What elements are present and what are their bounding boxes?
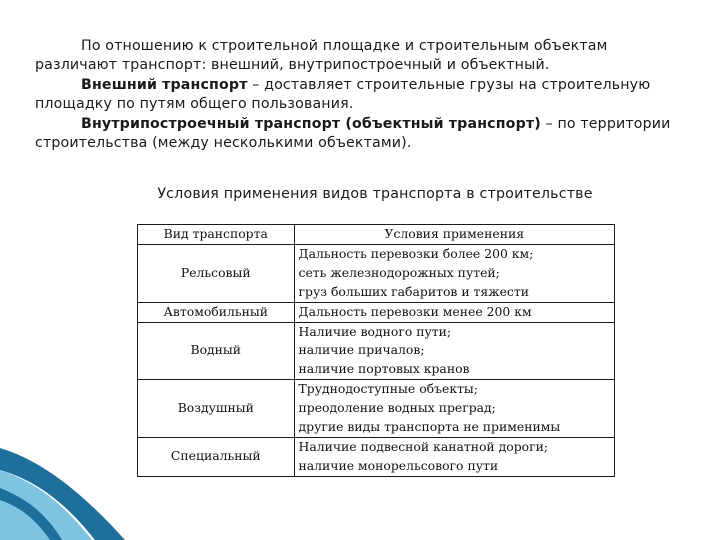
transport-type-cell: Автомобильный [138, 302, 295, 322]
conditions-cell [294, 380, 614, 438]
intro-paragraph-2 [35, 76, 675, 115]
condition-line: Дальность перевозки более 200 км; [298, 245, 534, 261]
table-row [138, 244, 615, 302]
table-header-row [138, 225, 615, 245]
transport-type-cell: Рельсовый [138, 244, 295, 302]
condition-line: Наличие водного пути; [298, 323, 452, 339]
intro-text [35, 37, 675, 153]
condition-line: сеть железнодорожных путей; [298, 264, 500, 280]
condition-line: Дальность перевозки менее 200 км [298, 303, 532, 319]
condition-line: наличие причалов; [298, 342, 425, 358]
decorative-swoosh [0, 440, 125, 540]
table-caption: Условия применения видов транспорта в строительстве [157, 186, 593, 202]
table-row [138, 380, 615, 438]
onsite-transport-definition: – по территории строительства (между несколькими объектами). [35, 115, 671, 152]
intro-paragraph-1: По отношению к строительной площадке и строительным объектам различают транспорт: внешний, внутрипостроечный и объектный. [35, 38, 608, 74]
column-header-conditions: Условия применения [294, 225, 614, 245]
transport-conditions-table [137, 224, 615, 477]
condition-line: другие виды транспорта не применимы [298, 419, 561, 435]
table-row [138, 302, 615, 322]
table-row [138, 437, 615, 476]
term-external-transport: Внешний транспорт [81, 76, 248, 93]
external-transport-definition: – доставляет строительные грузы на строительную площадку по путям общего пользования. [35, 76, 651, 113]
conditions-cell [294, 437, 614, 476]
table-row [138, 322, 615, 380]
conditions-cell [294, 322, 614, 380]
transport-type-cell: Специальный [138, 437, 295, 476]
conditions-cell [294, 302, 614, 322]
column-header-type: Вид транспорта [138, 225, 295, 245]
term-onsite-transport: Внутрипостроечный транспорт (объектный транспорт) [81, 115, 541, 132]
transport-type-cell: Воздушный [138, 380, 295, 438]
condition-line: наличие портовых кранов [298, 361, 470, 377]
condition-line: Наличие подвесной канатной дороги; [298, 438, 549, 454]
condition-line: наличие монорельсового пути [298, 457, 499, 473]
intro-paragraph-3 [35, 115, 675, 154]
transport-type-cell: Водный [138, 322, 295, 380]
condition-line: преодоление водных преград; [298, 400, 496, 416]
conditions-cell [294, 244, 614, 302]
condition-line: Труднодоступные объекты; [298, 381, 478, 397]
condition-line: груз больших габаритов и тяжести [298, 283, 529, 299]
